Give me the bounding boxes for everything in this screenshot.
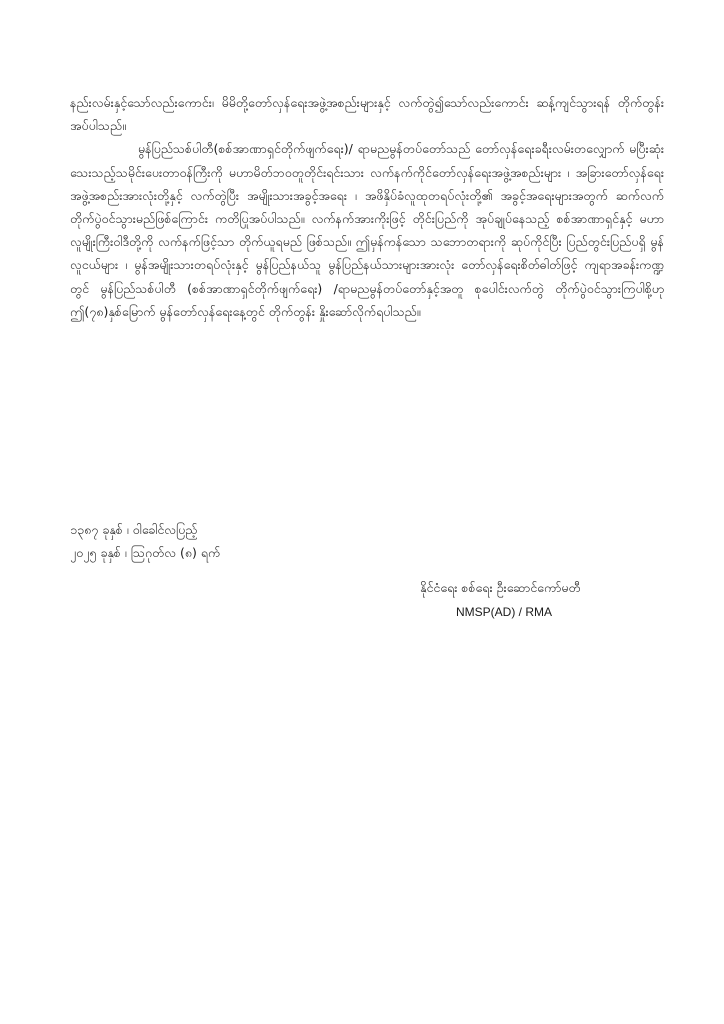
signature-organization: NMSP(AD) / RMA — [456, 605, 552, 619]
paragraph-pledge: မွန်ပြည်သစ်ပါတီ(စစ်အာဏာရှင်တိုက်ဖျက်ရေး)/ ရာမညမွန်တပ်တော်သည် တော်လှန်ရေးခရီးလမ်းတလျှောက် မပြီးဆုံးသေးသည့်သမိုင်းပေးတာဝန်ကြီးကို မဟာမိတ်ဘဝတူတိုင်းရင်းသား လက်နက်ကိုင်တော်လှန်ရေးအဖွဲ့အစည်းများ ၊ အခြားတော်လှန်ရေးအဖွဲ့အစည်းအားလုံးတို့နှင့် လက်တွဲပြီး အမျိုးသားအခွင့်အရေး ၊ အဖိနှိပ်ခံလူထုတရပ်လုံးတို့၏ အခွင့်အရေးများအတွက် ဆက်လက်တိုက်ပွဲဝင်သွားမည်ဖြစ်ကြောင်း ကတိပြုအပ်ပါသည်။ လက်နက်အားကိုးဖြင့် တိုင်းပြည်ကို အုပ်ချုပ်နေသည့် စစ်အာဏာရှင်နှင့် မဟာလူမျိုးကြီးဝါဒီတို့ကို လက်နက်ဖြင့်သာ တိုက်ယူရမည် ဖြစ်သည်။ ဤမှန်ကန်သော သဘောတရားကို ဆုပ်ကိုင်ပြီး ပြည်တွင်းပြည်ပရှိ မွန်လူငယ်များ ၊ မွန်အမျိုးသားတရပ်လုံးနှင့် မွန်ပြည်နယ်သူ မွန်ပြည်နယ်သားများအားလုံး တော်လှန်ရေးစိတ်ဓါတ်ဖြင့် ကျရာအခန်းကဏ္ဍတွင် မွန်ပြည်သစ်ပါတီ (စစ်အာဏာရှင်တိုက်ဖျက်ရေး) /ရာမညမွန်တပ်တော်နှင့်အတူ စုပေါင်းလက်တွဲ တိုက်ပွဲဝင်သွားကြပါစို့ဟု ဤ(၇၈)နှစ်မြောက် မွန်တော်လှန်ရေးနေ့တွင် တိုက်တွန်း နှိုးဆော်လိုက်ရပါသည်။ — [70, 141, 664, 319]
date-block — [70, 518, 220, 564]
date-mon-era: ၁၃၈၇ ခုနှစ် ၊ ဝါခေါင်လပြည့် — [70, 522, 198, 537]
document-body — [70, 91, 664, 323]
signature-block — [420, 576, 581, 624]
signature-committee: နိုင်ငံရေး စစ်ရေး ဦးဆောင်ကော်မတီ — [420, 580, 581, 595]
paragraph-continued: နည်းလမ်းနှင့်သော်လည်းကောင်း၊ မိမိတို့တော်လှန်ရေးအဖွဲ့အစည်းများနှင့် လက်တွဲ၍သော်လည်းကောင်း ဆန့်ကျင်သွားရန် တိုက်တွန်းအပ်ပါသည်။ — [70, 95, 664, 134]
date-gregorian: ၂၀၂၅ ခုနှစ် ၊ ဩဂုတ်လ (၈) ရက် — [70, 545, 221, 560]
